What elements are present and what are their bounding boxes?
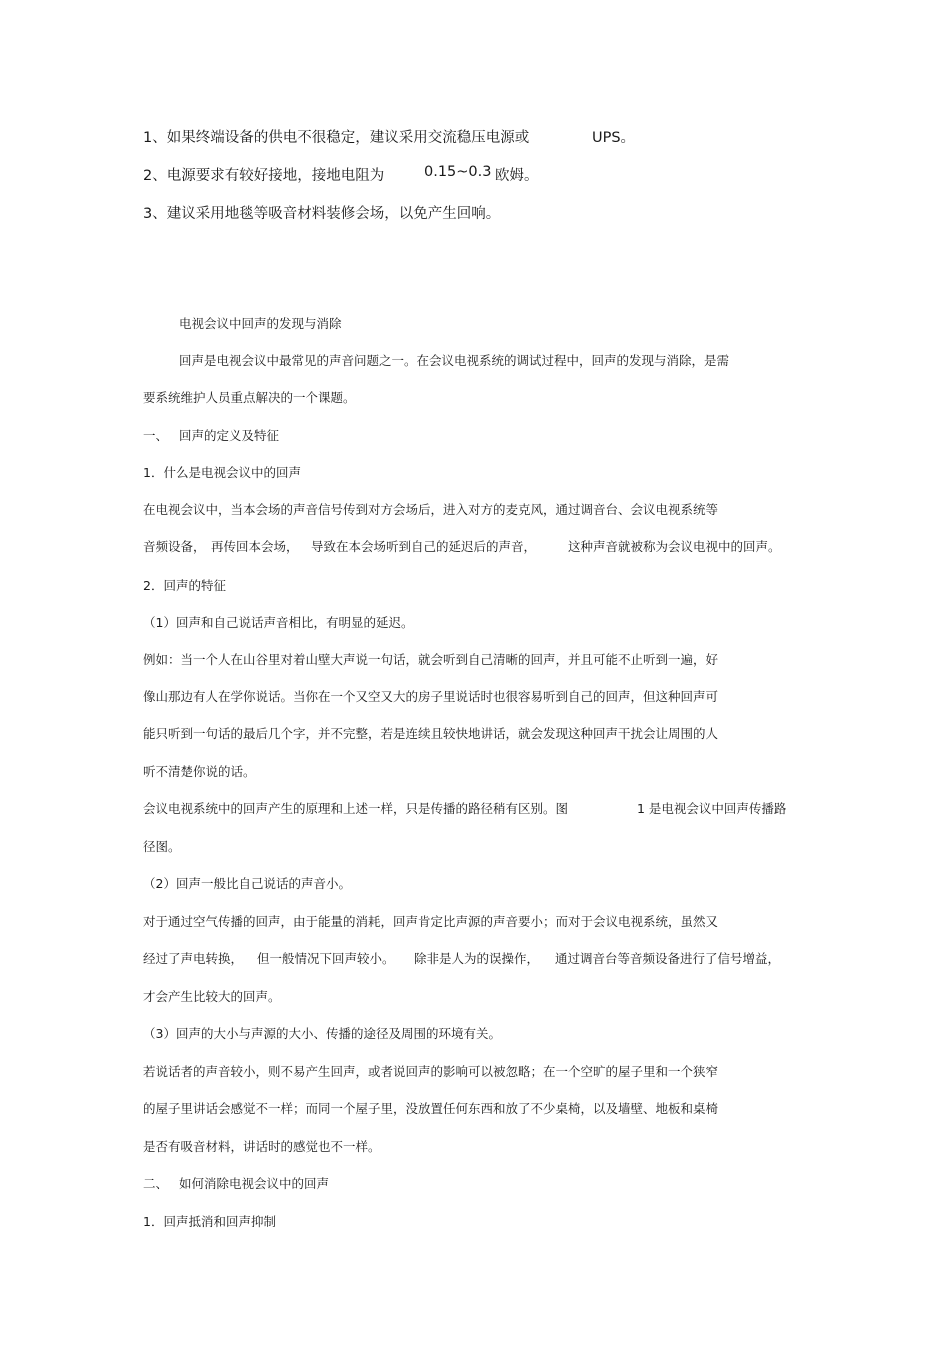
paragraph-2-line-4: 听不清楚你说的话。 bbox=[143, 764, 256, 779]
paragraph-3-line-1-seg-1: 会议电视系统中的回声产生的原理和上述一样，只是传播的路径稍有区别。图 bbox=[143, 801, 569, 816]
intro-line-1: 回声是电视会议中最常见的声音问题之一。在会议电视系统的调试过程中，回声的发现与消除，是需 bbox=[179, 353, 730, 368]
section-2-title: 如何消除电视会议中的回声 bbox=[179, 1176, 330, 1191]
section-1-title: 回声的定义及特征 bbox=[179, 428, 280, 443]
section-1-heading bbox=[143, 426, 543, 444]
paragraph-2-line-2: 像山那边有人在学你说话。当你在一个又空又大的房子里说话时也很容易听到自己的回声，但这种回声可 bbox=[143, 689, 719, 704]
paragraph-1-line-1: 在电视会议中，当本会场的声音信号传到对方会场后，进入对方的麦克风，通过调音台、会议电视系统等 bbox=[143, 502, 719, 517]
paragraph-5-line-2: 的屋子里讲话会感觉不一样；而同一个屋子里，没放置任何东西和放了不少桌椅，以及墙壁、地板和桌椅 bbox=[143, 1101, 719, 1116]
paragraph-1-line-2-seg-3: 导致在本会场听到自己的延迟后的声音， bbox=[311, 539, 537, 554]
article-title: 电视会议中回声的发现与消除 bbox=[179, 316, 342, 331]
paragraph-4-line-2-seg-2: 但一般情况下回声较小。 bbox=[257, 951, 395, 966]
feature-1: （1）回声和自己说话声音相比，有明显的延迟。 bbox=[143, 615, 414, 630]
note-item-2-unit: 欧姆。 bbox=[495, 168, 539, 184]
paragraph-4-line-1: 对于通过空气传播的回声，由于能量的消耗，回声肯定比声源的声音要小；而对于会议电视系统，虽然又 bbox=[143, 914, 719, 929]
paragraph-3-line-1 bbox=[143, 799, 863, 817]
note-item-3: 3、建议采用地毯等吸音材料装修会场，以免产生回响。 bbox=[143, 206, 501, 222]
paragraph-3-line-2: 径图。 bbox=[143, 839, 181, 854]
paragraph-2-line-1: 例如：当一个人在山谷里对着山壁大声说一句话，就会听到自己清晰的回声，并且可能不止听到一遍，好 bbox=[143, 652, 719, 667]
paragraph-5-line-3: 是否有吸音材料，讲话时的感觉也不一样。 bbox=[143, 1139, 381, 1154]
note-item-2-value: 0.15~0.3 bbox=[424, 164, 492, 180]
note-item-1-text: 1、如果终端设备的供电不很稳定，建议采用交流稳压电源或 bbox=[143, 130, 530, 146]
paragraph-4-line-2-seg-4: 通过调音台等音频设备进行了信号增益， bbox=[555, 951, 781, 966]
section-2-number: 二、 bbox=[143, 1176, 169, 1191]
paragraph-4-line-2-seg-1: 经过了声电转换， bbox=[143, 951, 244, 966]
paragraph-1-line-2-seg-1: 音频设备， bbox=[143, 539, 206, 554]
section-2-heading bbox=[143, 1174, 543, 1192]
paragraph-4-line-3: 才会产生比较大的回声。 bbox=[143, 989, 281, 1004]
subsection-2: 2．回声的特征 bbox=[143, 578, 226, 593]
paragraph-1-line-2-seg-2: 再传回本会场， bbox=[211, 539, 299, 554]
note-item-2 bbox=[143, 164, 863, 184]
paragraph-5-line-1: 若说话者的声音较小，则不易产生回声，或者说回声的影响可以被忽略；在一个空旷的屋子里和一个狭窄 bbox=[143, 1064, 719, 1079]
note-item-2-text: 2、电源要求有较好接地，接地电阻为 bbox=[143, 168, 385, 184]
paragraph-1-line-2-seg-4: 这种声音就被称为会议电视中的回声。 bbox=[568, 539, 781, 554]
feature-2: （2）回声一般比自己说话的声音小。 bbox=[143, 876, 351, 891]
subsection-1: 1．什么是电视会议中的回声 bbox=[143, 465, 301, 480]
paragraph-4-line-2-seg-3: 除非是人为的误操作， bbox=[414, 951, 540, 966]
feature-3: （3）回声的大小与声源的大小、传播的途径及周围的环境有关。 bbox=[143, 1026, 501, 1041]
intro-line-2: 要系统维护人员重点解决的一个课题。 bbox=[143, 390, 356, 405]
paragraph-4-line-2 bbox=[143, 949, 863, 967]
paragraph-2-line-3: 能只听到一句话的最后几个字，并不完整，若是连续且较快地讲话，就会发现这种回声干扰会让周围的人 bbox=[143, 726, 719, 741]
section-1-number: 一、 bbox=[143, 428, 169, 443]
note-item-1-tail: UPS。 bbox=[592, 130, 636, 146]
subsection-3: 1．回声抵消和回声抑制 bbox=[143, 1214, 276, 1229]
note-item-1 bbox=[143, 126, 863, 146]
paragraph-1-line-2 bbox=[143, 537, 863, 555]
paragraph-3-line-1-seg-2: 1 是电视会议中回声传播路 bbox=[637, 801, 787, 816]
